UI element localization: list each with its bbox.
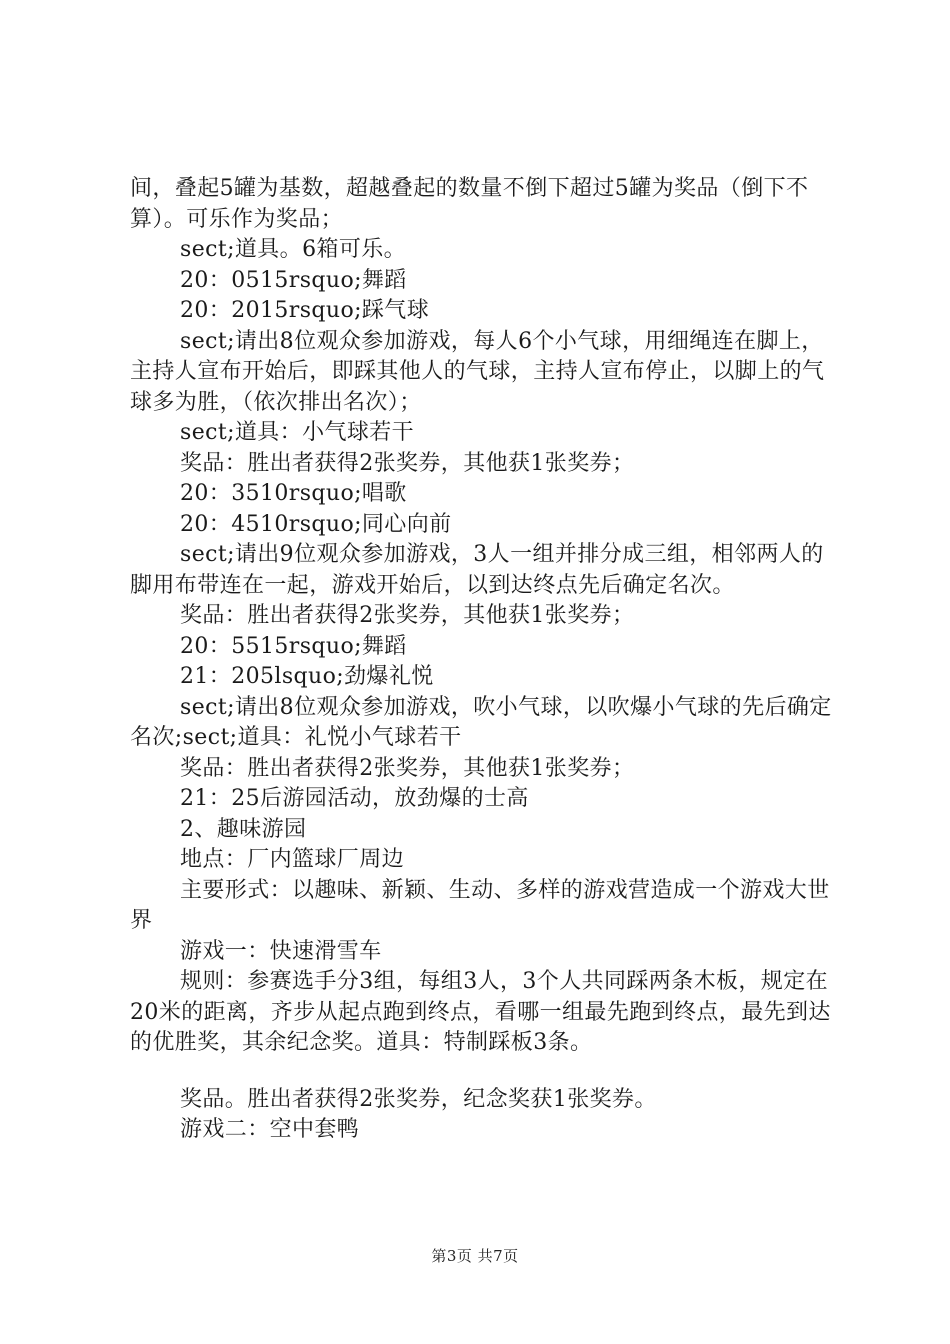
- paragraph: 20：4510rsquo;同心向前: [180, 511, 452, 537]
- paragraph: 21：25后游园活动，放劲爆的士高: [180, 786, 529, 811]
- paragraph: 地点：厂内篮球厂周边: [180, 847, 405, 872]
- document-body: [130, 174, 840, 1146]
- paragraph: 主要形式：以趣味、新颖、生动、多样的游戏营造成一个游戏大世界: [130, 877, 830, 933]
- paragraph: 游戏一：快速滑雪车: [180, 938, 382, 964]
- paragraph: 规则：参赛选手分3组，每组3人，3个人共同踩两条木板，规定在20米的距离，齐步从起点跑到终点，看哪一组最先跑到终点，最先到达的优胜奖，其余纪念奖。道具：特制踩板3条。: [130, 969, 831, 1055]
- paragraph: sect;道具：小气球若干: [180, 420, 415, 445]
- page-number-footer: 第3页 共7页: [431, 1247, 519, 1265]
- paragraph: 20：2015rsquo;踩气球: [180, 298, 430, 323]
- paragraph: 20：3510rsquo;唱歌: [180, 481, 407, 506]
- paragraph: 2、趣味游园: [180, 816, 307, 842]
- paragraph: 奖品。胜出者获得2张奖券，纪念奖获1张奖券。: [180, 1086, 657, 1112]
- paragraph: 20：0515rsquo;舞蹈: [180, 267, 407, 293]
- paragraph: 游戏二：空中套鸭: [180, 1117, 360, 1142]
- paragraph: sect;请出9位观众参加游戏，3人一组并排分成三组，相邻两人的脚用布带连在一起，游戏开始后，以到达终点先后确定名次。: [130, 542, 824, 598]
- paragraph: sect;道具。6箱可乐。: [180, 237, 407, 262]
- paragraph: sect;请出8位观众参加游戏，每人6个小气球，用细绳连在脚上，主持人宣布开始后，即踩其他人的气球，主持人宣布停止，以脚上的气球多为胜，（依次排出名次）；: [130, 328, 825, 415]
- paragraph: 奖品：胜出者获得2张奖券，其他获1张奖券；: [180, 755, 635, 781]
- paragraph: 奖品：胜出者获得2张奖券，其他获1张奖券；: [180, 450, 635, 476]
- paragraph: 奖品：胜出者获得2张奖券，其他获1张奖券；: [180, 603, 635, 628]
- paragraph: sect;请出8位观众参加游戏，吹小气球，以吹爆小气球的先后确定名次;sect;道具：礼悦小气球若干: [130, 694, 832, 750]
- paragraph: 21：205lsquo;劲爆礼悦: [180, 664, 434, 689]
- paragraph: 20：5515rsquo;舞蹈: [180, 633, 407, 659]
- paragraph: 间，叠起5罐为基数，超越叠起的数量不倒下超过5罐为奖品（倒下不算）。可乐作为奖品；: [130, 176, 809, 232]
